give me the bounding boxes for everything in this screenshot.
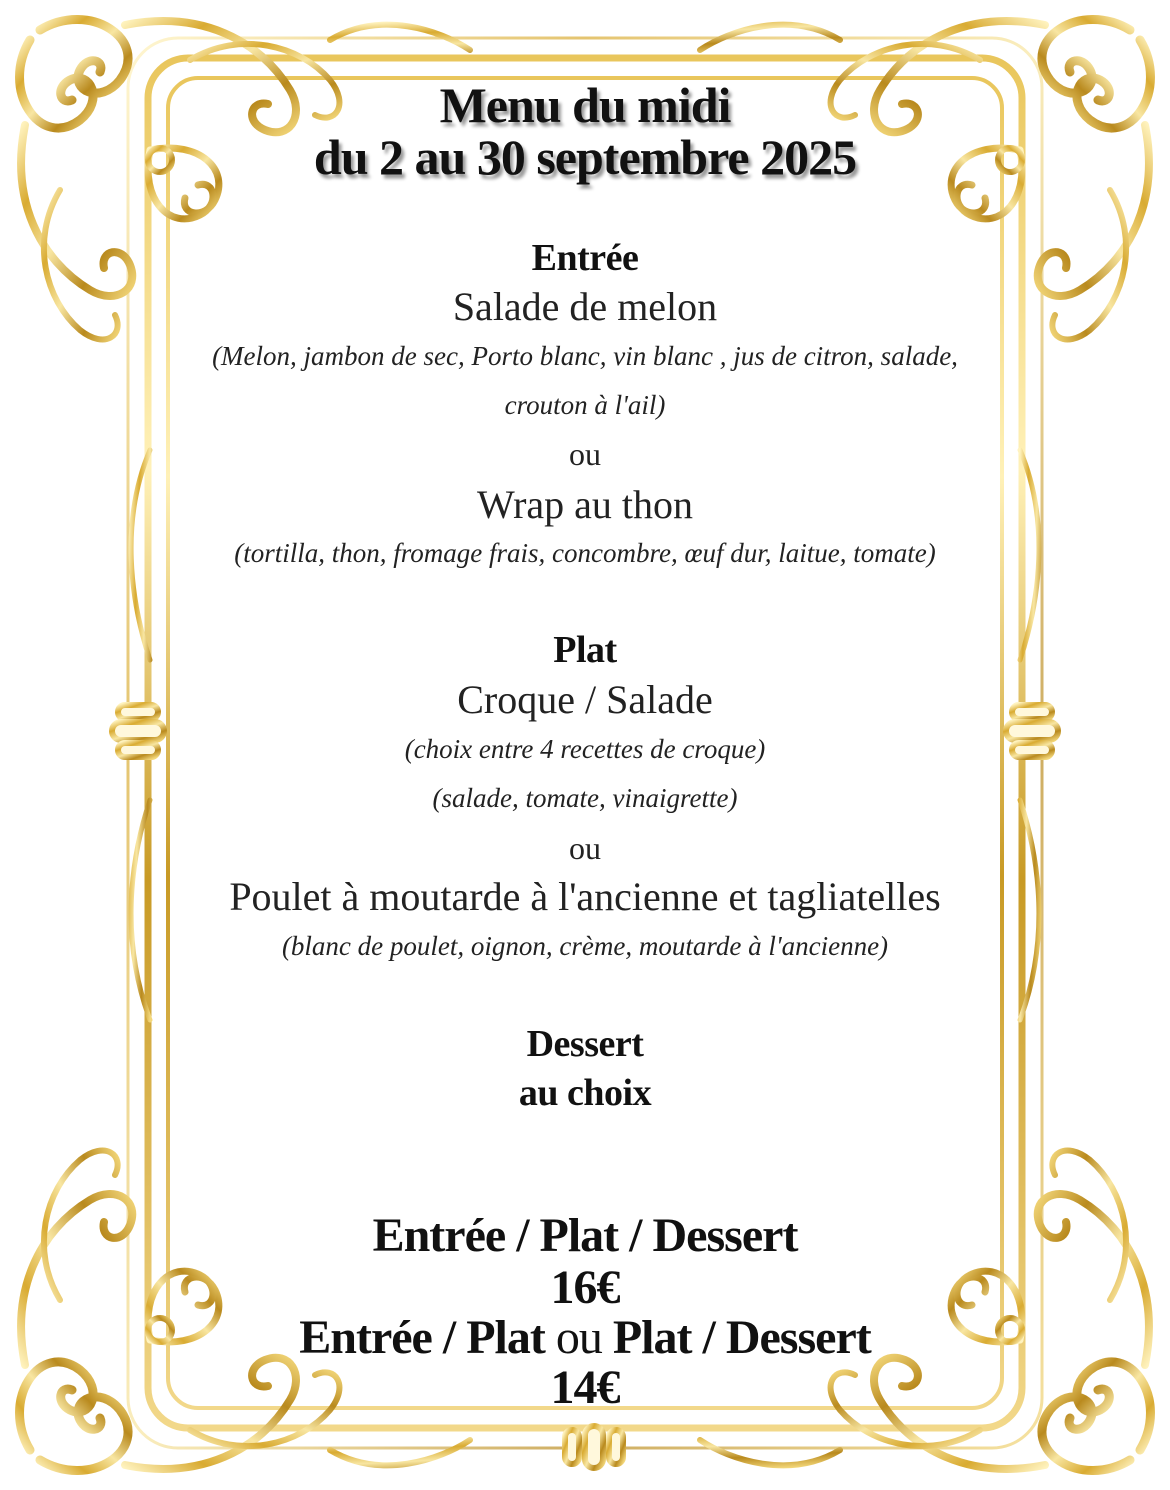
entree-heading: Entrée — [531, 237, 639, 279]
menu-title: Menu du midi — [439, 77, 731, 133]
formula-entree-plat-dessert: Entrée / Plat / Dessert — [372, 1209, 798, 1262]
plat-option2-name: Poulet à moutarde à l'ancienne et tagliatelles — [229, 874, 941, 919]
price-14: 14€ — [550, 1361, 620, 1414]
formula2-part1: Entrée / Plat — [299, 1311, 545, 1364]
formula-two-courses — [0, 1310, 1170, 1365]
entree-option1-name: Salade de melon — [452, 284, 718, 329]
plat-option2-desc: (blanc de poulet, oignon, crème, moutarde à l'ancienne) — [281, 931, 889, 961]
entree-option2-desc: (tortilla, thon, fromage frais, concombre, œuf dur, laitue, tomate) — [234, 538, 936, 568]
price-16: 16€ — [550, 1261, 620, 1314]
entree-option2-name: Wrap au thon — [476, 482, 694, 527]
entree-or: ou — [569, 436, 601, 472]
formula2-part2: Plat / Dessert — [612, 1311, 871, 1364]
plat-option1-desc-line2: (salade, tomate, vinaigrette) — [432, 783, 738, 813]
dessert-heading: Dessert — [526, 1023, 644, 1065]
plat-option1-desc-line1: (choix entre 4 recettes de croque) — [404, 734, 766, 764]
dessert-subheading: au choix — [518, 1072, 652, 1114]
formula2-or: ou — [555, 1311, 602, 1364]
entree-option1-desc-line1: (Melon, jambon de sec, Porto blanc, vin blanc , jus de citron, salade, — [212, 341, 958, 371]
plat-option1-name: Croque / Salade — [457, 677, 713, 722]
entree-option1-desc-line2: crouton à l'ail) — [504, 390, 666, 420]
plat-or: ou — [569, 830, 601, 866]
menu-date-range: du 2 au 30 septembre 2025 — [313, 129, 857, 185]
plat-heading: Plat — [553, 629, 617, 671]
